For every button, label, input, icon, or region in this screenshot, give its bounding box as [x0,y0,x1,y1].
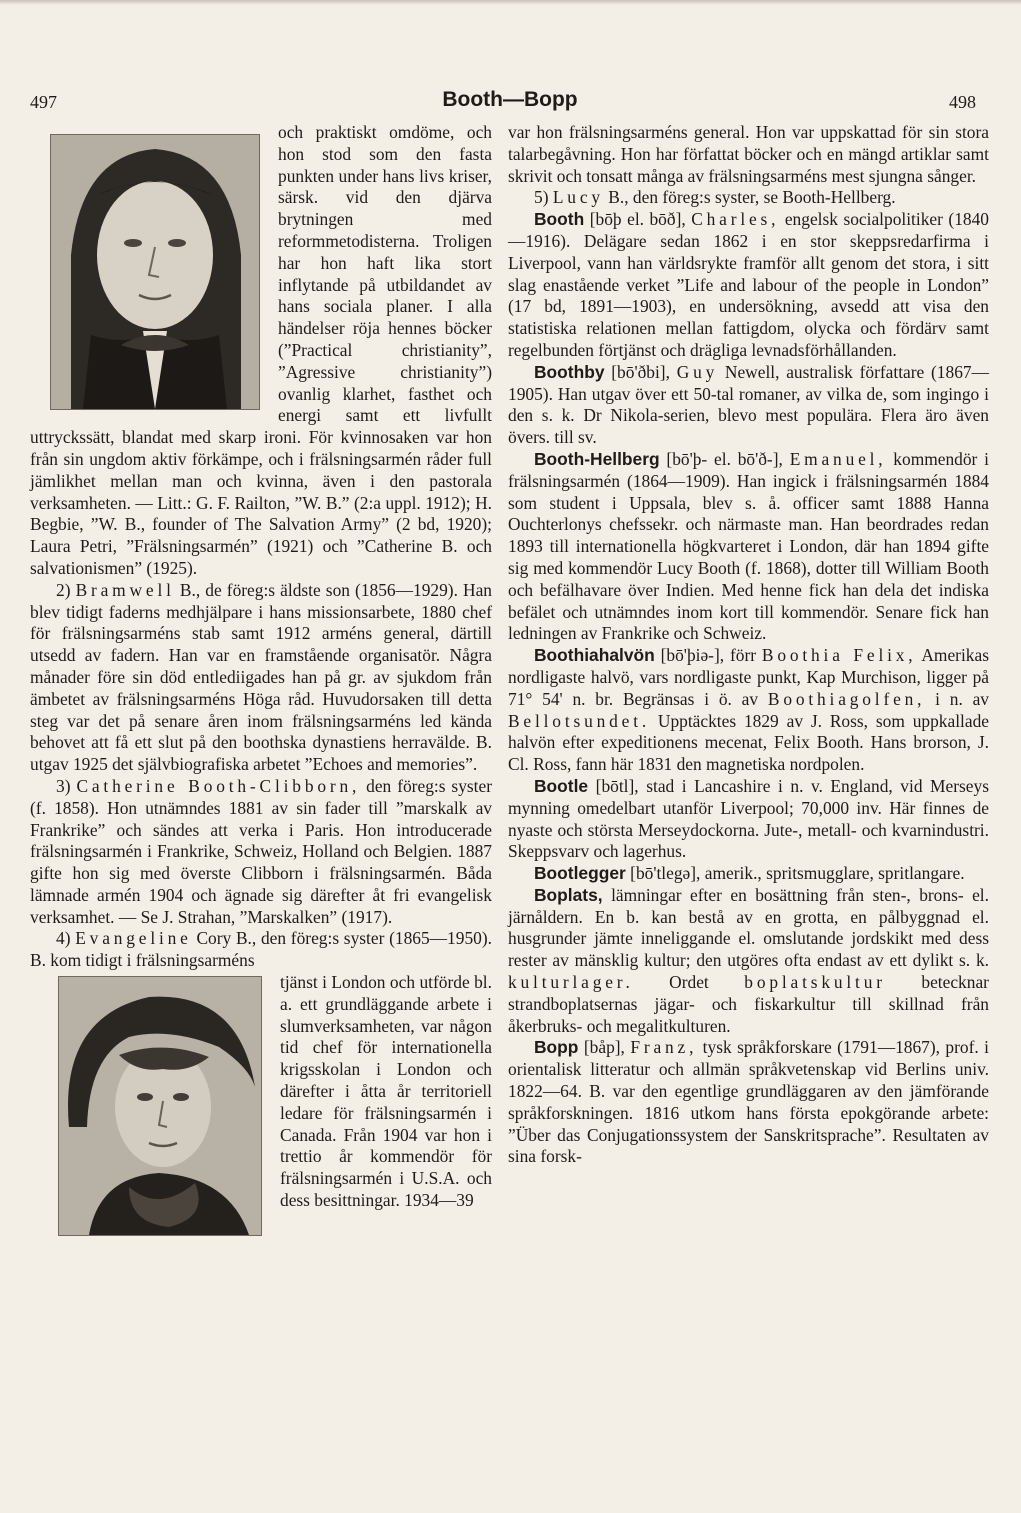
pronunciation: [bōtl], [595,775,639,796]
pronunciation: [bō'ðbi], [611,361,670,382]
entry-name: Guy [676,361,719,382]
entry-evangeline-booth-end: var hon frälsningsarméns general. Hon var uppskattad för sin stora talarbegåvning. Hon har författat böcker och en mängd artiklar samt skrivit och tonsatt många av frälsningsarméns mest sjungna sånger. [508,122,989,186]
headword: Bootlegger [534,863,626,884]
entry-text: engelsk socialpolitiker (1840—1916). Delägare sedan 1862 i en stor skeppsredarfirma i Liverpool, vann han världsrykte framför allt genom det stora, i sitt slag enastående verket ”Life and labour of the people in London” (17 bd, 1891—1903), en undersökning, avsedd att visa den statistiska relationen mellan fattigdom, olycka och fördärv samt regelbunden förtjänst och drägliga levnadsförhållanden. [508,209,989,360]
entry-name: Catherine Booth-Clibborn, [76,775,361,796]
entry-number: 3) [56,775,71,796]
entry-text: amerik., spritsmugglare, spritlangare. [704,863,965,884]
spaced-term: Boothiagolfen, [767,688,926,709]
entry-number: 4) [56,928,71,949]
entry-name: Bramwell [75,579,175,600]
entry-text-b: tjänst i London och utförde bl. a. ett grundläggande arbete i slumverksamheten, var någon tid chef för internationella krigsskolan i London och därefter i åtta år territoriell ledare för frälsningsarmén i Canada. Från 1904 var hon i trettio år kommendör för frälsningsarmén i U.S.A. och dess besittningar. 1934—39 [280,972,492,1211]
entry-text: Upptäcktes 1829 av J. Ross, som uppkallade halvön efter expeditionens mecenat, Felix Booth. Hans brorson, J. Cl. Ross, fann här 1831 den magnetiska nordpolen. [508,710,989,775]
entry-text: förr [729,645,757,666]
spaced-term: Bellotsundet. [508,710,651,731]
entry-text: Amerikas nordligaste halvö, vars nordligaste punkt, Kap Murchison, ligger på 71° 54' n. br. Begränsas i ö. av [508,645,989,709]
pronunciation: [bō'þ- el. bō'ð-], [666,448,783,469]
entry-number: 2) [56,579,71,600]
entry-name: Lucy [552,187,604,208]
paragraph-catherine-booth-cont: och praktiskt omdöme, och hon stod som den fasta punkten under hans livs kriser, särsk. vid den djärva brytningen med reformmetodisterna. Troligen har hon haft lika stort inflytande på utbildandet av hans sociala planer. I alla händelser röja hennes böcker (”Practical christianity”, ”Agressive christianity”) ovanlig klarhet, fasthet och energi samt ett livfullt uttryckssätt, blandat med skarp ironi. För kvinnosaken var hon från sin ungdom aktiv förkämpe, och i frälsningsarmén råder full jämlikhet mellan man och kvinna, även i den pastorala verksamheten. — Litt.: G. F. Railton, ”W. B.” (2:a uppl. 1912); H. Begbie, ”W. B., founder of The Salvation Army” (2 bd, 1920); Laura Petri, ”Frälsningsarmén” (1921) och ”Catherine B. och salvationismen” (1925). [30,122,492,578]
entry-name: Evangeline [75,928,192,949]
entry-bootle [508,776,989,863]
left-column [30,122,492,1240]
entry-booth-charles [508,209,989,362]
entry-name: Charles, [691,209,780,230]
entry-name: Boothia Felix, [761,645,917,666]
entry-text: i n. av [935,688,989,709]
entry-text: Ordet [669,972,709,993]
entry-name: Franz, [630,1037,698,1058]
headword: Boplats, [534,884,603,905]
entry-boothby [508,362,989,449]
entry-evangeline-booth [30,928,492,972]
headword: Bopp [534,1037,579,1058]
entry-text-a: Cory B., den föreg:s syster (1865—1950). B. kom tidigt i frälsningsarméns [30,928,492,971]
pronunciation: [bō'þiə-], [660,645,725,666]
entry-lucy-booth [508,187,989,209]
entry-boothiahalvon [508,645,989,776]
portrait-catherine-booth [50,134,260,410]
entry-bootlegger [508,863,989,885]
running-head: Booth—Bopp [442,88,578,111]
headword: Bootle [534,775,589,796]
right-column [508,122,989,1168]
entry-catherine-booth-clibborn [30,776,492,929]
page-top-edge [0,0,1021,5]
entry-text: betecknar strandboplatsernas jägar- och fiskarkultur till skillnad från åkerbruks- och megalitkulturen. [508,972,989,1036]
entry-text: den föreg:s syster (f. 1858). Hon utnämndes 1881 av sin fader till ”marskalk av Frankrike” och sändes att verka i Paris. Hon introducerade frälsningsarmén i Frankrike, Schweiz, Holland och Belgien. 1887 gifte hon sig med överste Clibborn i frälsningsarmén. Båda lämnade armén 1904 och ägnade sig därefter åt fri evangelisk verksamhet. — Se J. Strahan, ”Marskalken” (1917). [30,775,492,927]
headword: Boothby [534,361,605,382]
entry-bopp [508,1037,989,1168]
entry-name: Emanuel, [789,448,887,469]
spaced-term: boplatskultur [744,972,886,993]
headword: Boothiahalvön [534,645,655,666]
pronunciation: [båp], [583,1037,625,1058]
entry-text: tysk språkforskare (1791—1867), prof. i orientalisk litteratur och allmän språkvetenskap vid Berlins univ. 1822—64. B. var den egentlige grundläggaren av den jämförande språkforskningen. 1816 utkom hans första epokgörande arbete: ”Über das Conjugationssystem der Sanskritsprache”. Resultaten av sina forsk- [508,1037,989,1167]
entry-booth-hellberg [508,449,989,645]
entry-text: Newell, australisk författare (1867—1905). Han utgav över ett 50-tal romaner, av vilka de, som ingingo i den s. k. Dr Nikola-serien, blevo mest populära. Flera äro även övers. till sv. [508,361,989,448]
entry-text: B., den föreg:s syster, se Booth-Hellberg. [608,187,896,208]
entry-text: lämningar efter en bosättning från sten-, brons- el. järnåldern. En b. kan bestå av en grotta, en pålbyggnad el. husgrunder jämte inneliggande el. omslutande jordskikt med dess rester av mänsklig kultur; den utgöres ofta endast av ett dylikt s. k. [508,884,989,971]
spaced-term: kulturlager. [508,972,634,993]
portrait-evangeline-booth [58,976,262,1236]
entry-text: B., de föreg:s äldste son (1856—1929). Han blev tidigt faderns medhjälpare i hans missionsarbete, 1880 chef för frälsningsarméns stab samt 1912 arméns general, därtill utsedd av fadern. Han var en framstående organisatör. Några månader före sin död entlediigades han på gr. av sjukdom från ämbetet av frälsningsarméns Höga råd. Huvudorsaken till detta steg var det på senare åren inom frälsningsarméns led kända behovet att få ett slut på den boothska dynastiens herravälde. B. utgav 1925 det självbiografiska arbetet ”Echoes and memories”. [30,579,492,775]
entry-text: kommendör i frälsningsarmén (1864—1909). Han ingick i frälsningsarmén 1884 som student i Uppsala, blev s. å. officer samt 1888 Hanna Ouchterlonys chefssekr. och närmaste man. Han beordrades redan 1893 till internationella högkvarteret i London, där han 1894 gifte sig med kommendör Lucy Booth (f. 1868), dotter till William Booth och befälhavare över Indien. Med henne fick han dela det indiska befälet och utnämndes inom kort till kommendör. Senare fick han ledningen av Frankrike och Schweiz. [508,448,989,644]
headword: Booth [534,209,585,230]
pronunciation: [bō'tlegə], [630,863,701,884]
entry-number: 5) [534,187,549,208]
page-number-right: 498 [949,92,976,112]
entry-boplats [508,885,989,1038]
page-number-left: 497 [30,92,57,112]
pronunciation: [bōþ el. bōð], [589,209,686,230]
entry-text: stad i Lancashire i n. v. England, vid Merseys mynning omedelbart utanför Liverpool; 70,000 inv. Här finnes de nyaste och största Merseydockorna. Jute-, metall- och kvarnindustri. Skeppsvarv och lagerhus. [508,775,989,862]
headword: Booth-Hellberg [534,448,660,469]
entry-bramwell-booth [30,580,492,776]
